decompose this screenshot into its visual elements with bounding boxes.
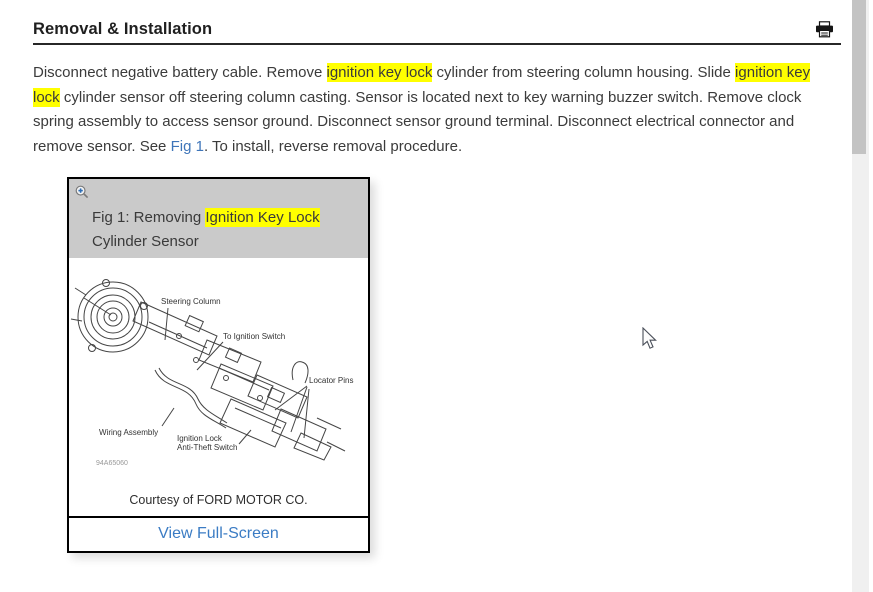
- highlight-ignition-key-lock-title: Ignition Key Lock: [205, 209, 320, 226]
- print-button[interactable]: [815, 21, 834, 38]
- heading-divider: [33, 43, 841, 45]
- diagram-label-anti-theft-switch: Anti-Theft Switch: [177, 443, 238, 452]
- text-run: cylinder from steering column housing. Slide: [432, 64, 736, 81]
- figure-header: [69, 179, 368, 258]
- highlight-ignition-key-lock-2: ignition key lock: [33, 64, 811, 106]
- text-run: . To install, reverse removal procedure.: [203, 137, 463, 155]
- view-fullscreen-link[interactable]: View Full-Screen: [158, 524, 279, 542]
- figure-image-area[interactable]: [69, 258, 368, 516]
- figure-title: [92, 206, 354, 254]
- diagram-part-number: 94A65060: [96, 460, 128, 467]
- zoom-in-icon: [75, 187, 89, 202]
- zoom-in-button[interactable]: [74, 184, 90, 200]
- scrollbar[interactable]: [852, 0, 869, 592]
- text-run: cylinder sensor off steering column casting. Sensor is located next to key warning buzzer switch. Remove clock spring assembly to access sensor ground. Disconnect sensor ground terminal. Disconnect electrical connector and remove sensor. See: [33, 88, 802, 155]
- figure-card: [67, 177, 370, 553]
- fig1-link[interactable]: Fig 1: [170, 137, 204, 155]
- highlight-ignition-key-lock-1: ignition key lock: [326, 64, 433, 81]
- page-title: Removal & Installation: [33, 20, 213, 38]
- mouse-cursor: [641, 327, 659, 356]
- text-run: Fig 1: Removing: [92, 209, 206, 226]
- procedure-paragraph: [33, 61, 828, 159]
- figure-footer: [69, 516, 368, 549]
- diagram-label-ignition-lock: Ignition Lock: [177, 434, 222, 443]
- printer-icon: [815, 26, 834, 41]
- steering-column-diagram: [69, 260, 368, 472]
- figure-courtesy: Courtesy of FORD MOTOR CO.: [129, 493, 308, 507]
- diagram-label-wiring-assembly: Wiring Assembly: [99, 428, 159, 437]
- diagram-label-steering-column: Steering Column: [161, 297, 221, 306]
- diagram-label-locator-pins: Locator Pins: [309, 376, 354, 385]
- diagram-label-to-ignition-switch: To Ignition Switch: [223, 332, 286, 341]
- scrollbar-thumb[interactable]: [852, 0, 866, 154]
- text-run: Disconnect negative battery cable. Remove: [33, 64, 327, 81]
- text-run: Cylinder Sensor: [92, 233, 199, 250]
